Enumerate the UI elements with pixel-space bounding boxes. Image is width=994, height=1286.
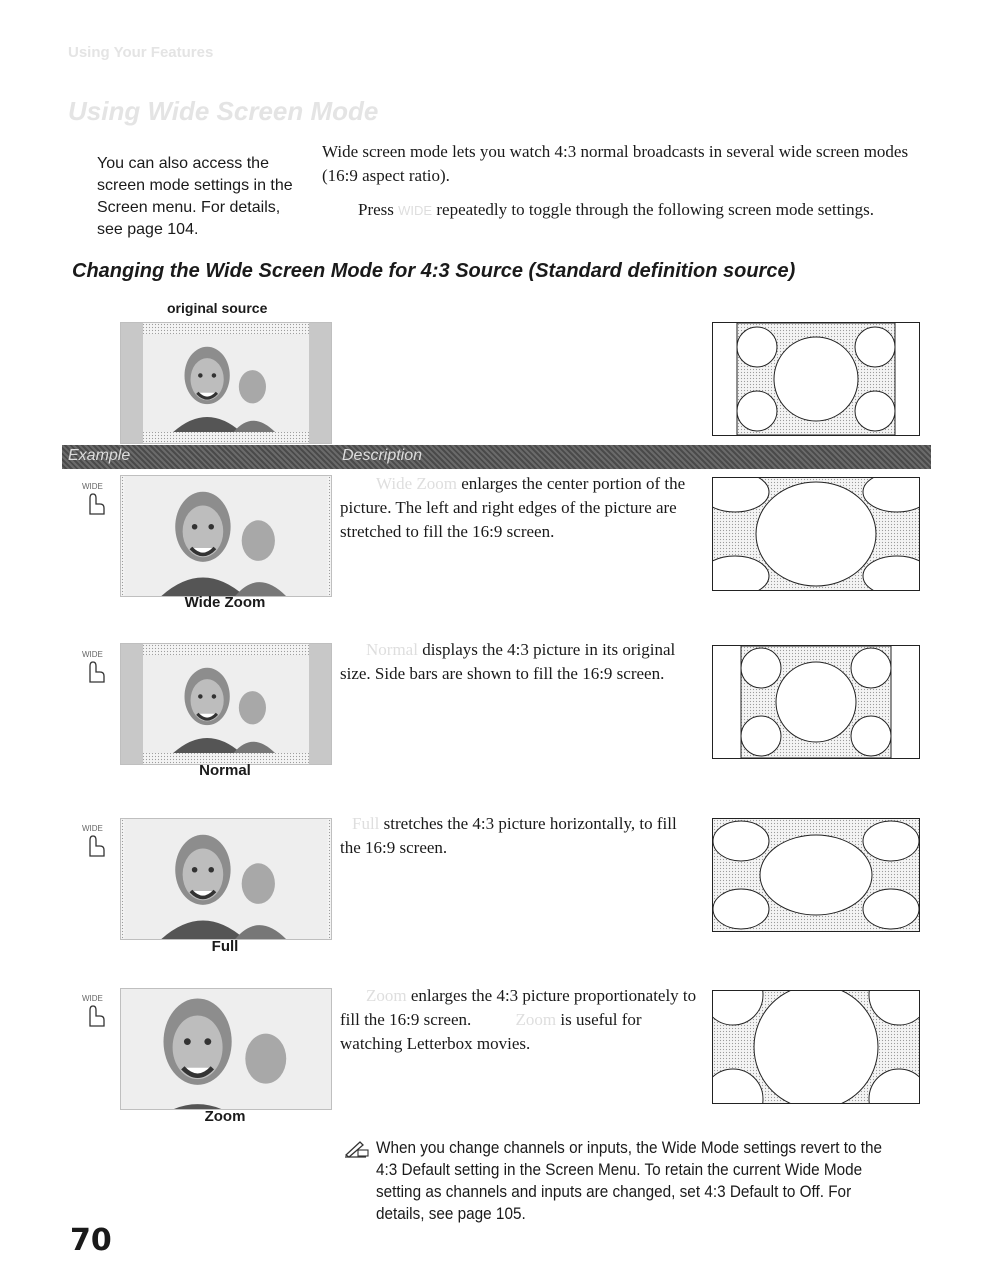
side-note: You can also access the screen mode settings in the Screen menu. For details, see page 104. <box>97 155 293 238</box>
section-title: Changing the Wide Screen Mode for 4:3 Source (Standard definition source) <box>72 260 796 282</box>
hand-press-icon <box>80 480 110 520</box>
intro-press: Press <box>358 200 394 219</box>
full-keyword: Full <box>352 814 380 833</box>
zoom-label: Zoom <box>204 1108 246 1125</box>
full-description <box>340 812 700 860</box>
wide-zoom-description <box>340 472 700 544</box>
wide-zoom-keyword: Wide Zoom <box>376 474 457 493</box>
normal-keyword: Normal <box>366 640 418 659</box>
wide-zoom-screen-diagram <box>712 477 920 591</box>
intro-wide-button: WIDE <box>398 203 433 218</box>
wide-zoom-label: Wide Zoom <box>184 594 266 611</box>
zoom-screen-diagram <box>712 990 920 1104</box>
intro-text <box>322 140 922 233</box>
normal-description <box>340 638 700 686</box>
wide-zoom-text: enlarges the center portion of the picture. The left and right edges of the picture are stretched to fill the 16:9 screen. <box>340 474 686 541</box>
running-head: Using Your Features <box>68 44 214 61</box>
zoom-description <box>340 984 700 1056</box>
table-header-bar <box>62 445 931 469</box>
hand-press-icon <box>80 822 110 862</box>
table-header-description: Description <box>342 447 423 464</box>
original-source-photo <box>120 322 332 444</box>
full-label: Full <box>211 938 239 955</box>
zoom-text: enlarges the 4:3 picture proportionately to fill the 16:9 screen. <box>340 986 697 1029</box>
zoom-keyword-2: Zoom <box>515 1010 557 1029</box>
normal-photo <box>120 643 332 765</box>
intro-paragraph-1: Wide screen mode lets you watch 4:3 normal broadcasts in several wide screen modes (16:9 aspect ratio). <box>322 142 909 185</box>
full-screen-diagram <box>712 818 920 932</box>
normal-text: displays the 4:3 picture in its original size. Side bars are shown to fill the 16:9 screen. <box>340 640 676 683</box>
normal-screen-diagram <box>712 645 920 759</box>
wide-icon-label: WIDE <box>82 650 103 659</box>
original-source-screen-diagram <box>712 322 920 436</box>
wide-icon-label: WIDE <box>82 994 103 1003</box>
hand-press-icon <box>80 648 110 688</box>
zoom-text-2: is useful for watching Letterbox movies. <box>340 1010 642 1053</box>
zoom-photo <box>120 988 332 1110</box>
table-header-example: Example <box>68 447 131 464</box>
page-number: 70 <box>70 1223 112 1258</box>
full-photo <box>120 818 332 940</box>
hand-press-icon <box>80 992 110 1032</box>
intro-paragraph-2 <box>322 198 922 223</box>
intro-press-after: repeatedly to toggle through the following screen mode settings. <box>436 200 875 219</box>
note-text: When you change channels or inputs, the Wide Mode settings revert to the 4:3 Default setting in the Screen Menu. To retain the current Wide Mode setting as channels and inputs are changed, set 4:3 Default to Off. For details, see page 105. <box>376 1138 883 1223</box>
wide-icon-label: WIDE <box>82 824 103 833</box>
wide-zoom-photo <box>120 475 332 597</box>
full-text: stretches the 4:3 picture horizontally, to fill the 16:9 screen. <box>340 814 677 857</box>
page-title: Using Wide Screen Mode <box>68 96 379 126</box>
zoom-keyword: Zoom <box>366 986 407 1005</box>
normal-label: Normal <box>199 762 251 779</box>
wide-icon-label: WIDE <box>82 482 103 491</box>
note-pencil-icon <box>344 1140 370 1158</box>
original-source-label: original source <box>167 300 268 316</box>
